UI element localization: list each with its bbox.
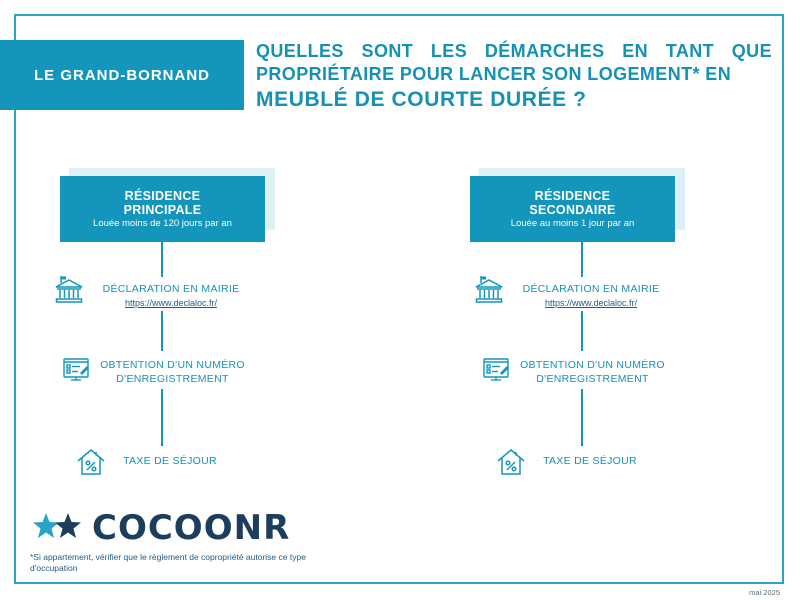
box-residence-secondaire [470,176,675,242]
step-numero [95,358,250,386]
connector-line [581,242,583,277]
step-declaration [510,282,672,310]
step-numero-line-1: OBTENTION D'UN NUMÉRO [100,359,245,371]
box-title-line-1: RÉSIDENCE [124,188,201,203]
step-numero-line-1: OBTENTION D'UN NUMÉRO [520,359,665,371]
box-title-line-2: SECONDAIRE [529,202,616,217]
town-hall-icon [474,274,504,304]
declaloc-link[interactable]: https://www.declaloc.fr/ [544,298,638,308]
house-percent-icon [496,447,526,477]
logo-text: COCOONR [92,508,291,548]
step-taxe: TAXE DE SÉJOUR [123,455,217,467]
step-declaration [90,282,252,310]
connector-line [161,389,163,446]
title-line-1: QUELLES SONT LES DÉMARCHES EN TANT QUE [256,41,772,61]
title-line-3: MEUBLÉ DE COURTE DURÉE ? [256,88,587,111]
step-numero-line-2: D'ENREGISTREMENT [536,373,649,385]
box-residence-principale [60,176,265,242]
footnote: *Si appartement, vérifier que le règlement de copropriété autorise ce type d'occupation [30,552,306,573]
box-subtitle: Louée moins de 120 jours par an [93,217,232,229]
connector-line [581,389,583,446]
registration-form-icon [482,356,512,386]
box-title-line-1: RÉSIDENCE [534,188,611,203]
connector-line [581,311,583,351]
step-declaration-label: DÉCLARATION EN MAIRIE [102,283,240,295]
title-line-2: PROPRIÉTAIRE POUR LANCER SON LOGEMENT* EN [256,64,732,84]
step-taxe: TAXE DE SÉJOUR [543,455,637,467]
publication-date: mai 2025 [749,588,780,597]
house-percent-icon [76,447,106,477]
brand-tag: LE GRAND-BORNAND [0,40,244,110]
cocoonr-logo [30,508,290,548]
step-numero [515,358,670,386]
page-title [256,40,772,114]
box-subtitle: Louée au moins 1 jour par an [510,217,635,229]
declaloc-link[interactable]: https://www.declaloc.fr/ [124,298,218,308]
step-declaration-label: DÉCLARATION EN MAIRIE [522,283,660,295]
town-hall-icon [54,274,84,304]
step-numero-line-2: D'ENREGISTREMENT [116,373,229,385]
star-icon [30,510,88,546]
box-title-line-2: PRINCIPALE [123,202,202,217]
connector-line [161,311,163,351]
registration-form-icon [62,356,92,386]
connector-line [161,242,163,277]
